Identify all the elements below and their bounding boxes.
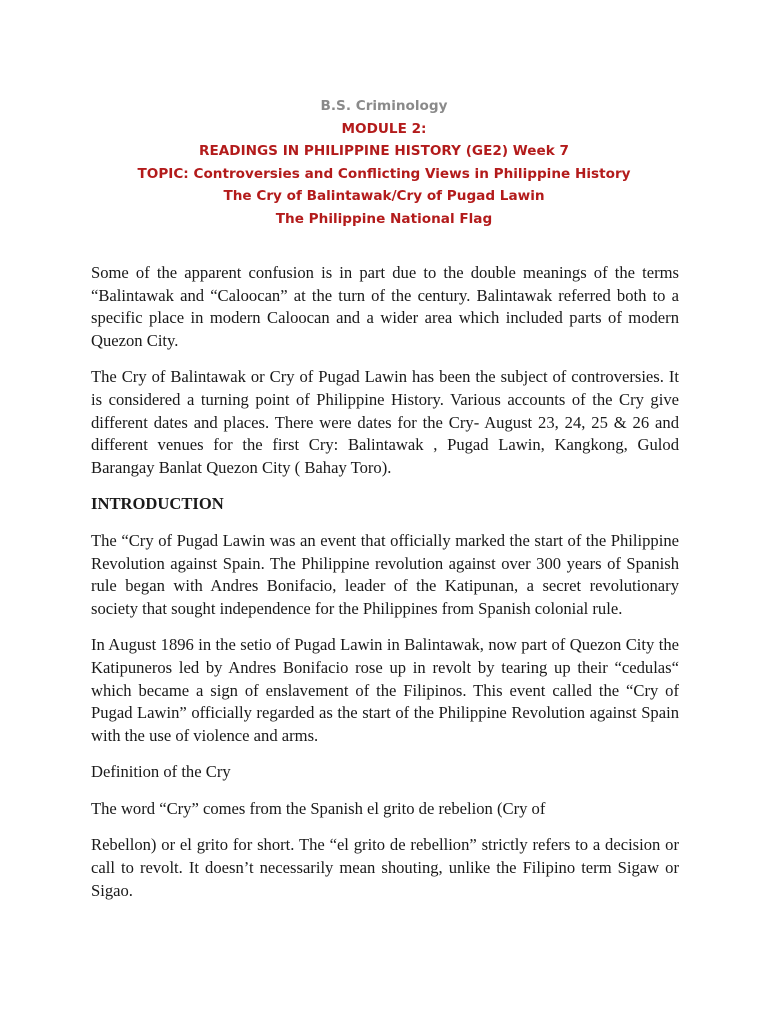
course-title: READINGS IN PHILIPPINE HISTORY (GE2) Week 7 [199, 143, 569, 160]
topic-title: TOPIC: Controversies and Conflicting Views in Philippine History [137, 165, 631, 182]
document-header [0, 95, 768, 231]
paragraph-grito: Rebellon) or el grito for short. The “el grito de rebellion” strictly refers to a decision or call to revolt. It doesn’t necessarily mean shouting, unlike the Filipino term Sigaw or Sigao. [91, 835, 679, 900]
subheading-definition: Definition of the Cry [91, 762, 231, 782]
paragraph-august-1896: In August 1896 in the setio of Pugad Lawin in Balintawak, now part of Quezon City the Katipuneros led by Andres Bonifacio rose up in revolt by tearing up their “cedulas“ which became a sign of enslavement of the Filipinos. This event called the “Cry of Pugad Lawin” officially regarded as the start of the Philippine Revolution against Spain with the use of violence and arms. [91, 635, 679, 745]
subtopic-flag: The Philippine National Flag [275, 210, 493, 227]
program-title: B.S. Criminology [320, 98, 448, 114]
paragraph-controversies: The Cry of Balintawak or Cry of Pugad Lawin has been the subject of controversies. It is considered a turning point of Philippine History. Various accounts of the Cry give different dates and places. There were dates for the Cry- August 23, 24, 25 & 26 and different venues for the first Cry: Balintawak , Pugad Lawin, Kangkong, Gulod Barangay Banlat Quezon City ( Bahay Toro). [91, 367, 679, 477]
module-title: MODULE 2: [341, 120, 427, 137]
subtopic-cry: The Cry of Balintawak/Cry of Pugad Lawin [223, 188, 545, 205]
section-heading-introduction: INTRODUCTION [91, 494, 224, 514]
paragraph-introduction: The “Cry of Pugad Lawin was an event that officially marked the start of the Philippine Revolution against Spain. The Philippine revolution against over 300 years of Spanish rule began with Andres Bonifacio, leader of the Katipunan, a secret revolutionary society that sought independence for the Philippines from Spanish colonial rule. [91, 530, 679, 618]
paragraph-confusion: Some of the apparent confusion is in part due to the double meanings of the terms “Balintawak and “Caloocan” at the turn of the century. Balintawak referred both to a specific place in modern Caloocan and a wider area which included parts of modern Quezon City. [91, 263, 679, 350]
paragraph-cry-word: The word “Cry” comes from the Spanish el grito de rebelion (Cry of [91, 798, 546, 818]
document-body [91, 262, 679, 916]
